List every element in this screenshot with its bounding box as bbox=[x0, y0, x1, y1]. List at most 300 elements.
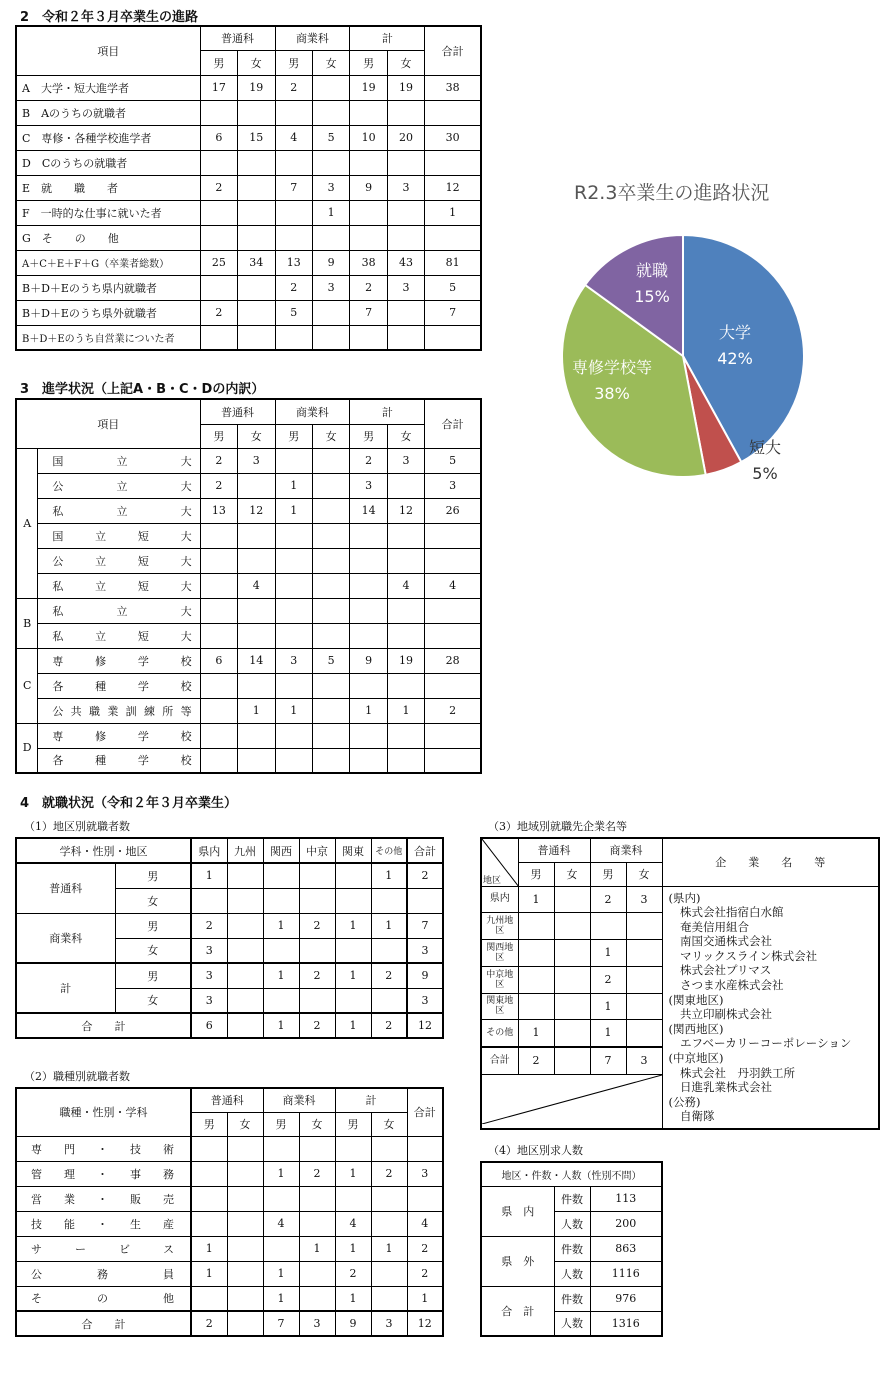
row-label: G そ の 他 bbox=[16, 225, 200, 250]
slice-label: 専修学校等 bbox=[571, 358, 653, 377]
value-cell bbox=[626, 1020, 662, 1047]
value-cell: 1 bbox=[191, 1261, 227, 1286]
value-cell bbox=[275, 723, 312, 748]
value-cell: 3 bbox=[312, 275, 349, 300]
value-cell bbox=[350, 523, 387, 548]
value-cell: 1 bbox=[263, 913, 299, 938]
value-cell bbox=[299, 1211, 335, 1236]
value-cell: 25 bbox=[200, 250, 237, 275]
value-cell bbox=[335, 988, 371, 1013]
region-group: 合 計 bbox=[481, 1286, 554, 1336]
value-cell bbox=[227, 913, 263, 938]
value-cell: 200 bbox=[590, 1211, 662, 1236]
value-cell: 14 bbox=[238, 648, 275, 673]
value-cell: 2 bbox=[350, 275, 387, 300]
value-cell bbox=[425, 100, 481, 125]
header-company: 企 業 名 等 bbox=[662, 838, 879, 886]
value-cell bbox=[200, 325, 237, 350]
row-label: A＋C＋E＋F＋G（卒業者総数） bbox=[16, 250, 200, 275]
value-cell bbox=[238, 225, 275, 250]
slice-label: 大学 bbox=[718, 323, 752, 342]
value-cell bbox=[387, 150, 424, 175]
value-cell bbox=[200, 200, 237, 225]
region-label: その他 bbox=[481, 1020, 518, 1047]
value-cell bbox=[227, 1311, 263, 1336]
header-female: 女 bbox=[387, 50, 424, 75]
value-cell bbox=[387, 548, 424, 573]
value-cell bbox=[554, 966, 590, 993]
value-cell: 1 bbox=[335, 963, 371, 988]
value-cell bbox=[227, 888, 263, 913]
value-cell: 3 bbox=[275, 648, 312, 673]
value-cell bbox=[200, 623, 237, 648]
value-cell: 9 bbox=[350, 648, 387, 673]
header-region: 合計 bbox=[407, 838, 443, 863]
header-region: 県内 bbox=[191, 838, 227, 863]
diagonal-line bbox=[482, 839, 518, 886]
value-cell bbox=[227, 1211, 263, 1236]
company-table bbox=[480, 837, 880, 1130]
value-cell bbox=[227, 938, 263, 963]
header-female: 女 bbox=[238, 424, 275, 448]
value-cell bbox=[275, 548, 312, 573]
value-cell: 4 bbox=[425, 573, 481, 598]
value-cell bbox=[227, 863, 263, 888]
value-cell: 2 bbox=[200, 448, 237, 473]
row-label: B＋D＋Eのうち県外就職者 bbox=[16, 300, 200, 325]
company-name: 南国交通株式会社 bbox=[668, 934, 772, 949]
row-label: その他 bbox=[16, 1286, 191, 1311]
value-cell bbox=[425, 723, 481, 748]
value-cell bbox=[312, 75, 349, 100]
header-shogyoka: 商業科 bbox=[590, 838, 662, 862]
value-cell bbox=[387, 748, 424, 773]
value-cell bbox=[425, 623, 481, 648]
value-cell: 19 bbox=[387, 75, 424, 100]
value-cell bbox=[371, 938, 407, 963]
header-futsuka: 普通科 bbox=[191, 1088, 263, 1112]
value-cell bbox=[335, 1136, 371, 1161]
company-name: 株式会社プリマス bbox=[668, 963, 772, 978]
total-cell: 2 bbox=[299, 1013, 335, 1038]
company-name: (関西地区) bbox=[668, 1021, 724, 1036]
value-cell bbox=[227, 963, 263, 988]
row-label: 私立大 bbox=[38, 498, 200, 523]
value-cell bbox=[312, 448, 349, 473]
value-cell bbox=[387, 300, 424, 325]
value-cell: 13 bbox=[200, 498, 237, 523]
value-cell: 1 bbox=[263, 1261, 299, 1286]
value-cell: 5 bbox=[275, 300, 312, 325]
value-cell: 20 bbox=[387, 125, 424, 150]
sex-label: 女 bbox=[115, 938, 191, 963]
value-cell bbox=[299, 1186, 335, 1211]
value-cell bbox=[312, 623, 349, 648]
value-cell bbox=[518, 993, 554, 1020]
table4-title: （4）地区別求人数 bbox=[488, 1144, 583, 1157]
row-label: B Aのうちの就職者 bbox=[16, 100, 200, 125]
value-cell bbox=[200, 748, 237, 773]
header-male: 男 bbox=[275, 424, 312, 448]
value-cell bbox=[227, 1286, 263, 1311]
value-cell bbox=[312, 723, 349, 748]
value-cell bbox=[387, 325, 424, 350]
value-cell: 12 bbox=[425, 175, 481, 200]
header-male: 男 bbox=[200, 424, 237, 448]
row-label: 各種学校 bbox=[38, 673, 200, 698]
value-cell bbox=[200, 598, 237, 623]
value-cell bbox=[425, 523, 481, 548]
header-region: その他 bbox=[371, 838, 407, 863]
total-cell: 1 bbox=[335, 1013, 371, 1038]
value-cell: 34 bbox=[238, 250, 275, 275]
region-label: 合計 bbox=[481, 1047, 518, 1075]
value-cell bbox=[275, 325, 312, 350]
value-cell bbox=[626, 993, 662, 1020]
value-cell bbox=[191, 888, 227, 913]
group-label: 計 bbox=[16, 963, 115, 1013]
row-label: 専門・技術 bbox=[16, 1136, 191, 1161]
value-cell: 9 bbox=[312, 250, 349, 275]
value-cell: 5 bbox=[312, 648, 349, 673]
value-cell bbox=[371, 1136, 407, 1161]
value-cell bbox=[299, 1261, 335, 1286]
total-cell: 6 bbox=[191, 1013, 227, 1038]
header-male: 男 bbox=[590, 862, 626, 886]
value-cell: 9 bbox=[407, 963, 443, 988]
value-cell bbox=[238, 300, 275, 325]
value-cell bbox=[263, 1186, 299, 1211]
section4-heading: 4 就職状況（令和２年３月卒業生） bbox=[20, 796, 238, 811]
value-cell: 3 bbox=[626, 886, 662, 913]
value-cell bbox=[200, 225, 237, 250]
value-cell: 6 bbox=[200, 648, 237, 673]
value-cell: 43 bbox=[387, 250, 424, 275]
category-cell: C bbox=[16, 648, 38, 723]
value-cell bbox=[312, 523, 349, 548]
sex-label: 男 bbox=[115, 963, 191, 988]
value-cell bbox=[227, 988, 263, 1013]
value-cell bbox=[554, 940, 590, 967]
row-label: 私立短大 bbox=[38, 623, 200, 648]
value-cell: 2 bbox=[299, 1161, 335, 1186]
value-cell: 1 bbox=[312, 200, 349, 225]
row-label: サービス bbox=[16, 1236, 191, 1261]
value-cell: 12 bbox=[387, 498, 424, 523]
blank-diagonal-cell bbox=[481, 1074, 662, 1129]
value-cell bbox=[200, 698, 237, 723]
value-cell: 5 bbox=[425, 275, 481, 300]
row-label: 各種学校 bbox=[38, 748, 200, 773]
value-cell bbox=[312, 300, 349, 325]
value-cell bbox=[200, 100, 237, 125]
value-cell bbox=[312, 225, 349, 250]
row-label: 公立大 bbox=[38, 473, 200, 498]
value-cell bbox=[263, 938, 299, 963]
value-cell: 2 bbox=[371, 963, 407, 988]
header-futsuka: 普通科 bbox=[518, 838, 590, 862]
value-cell: 26 bbox=[425, 498, 481, 523]
value-cell bbox=[312, 100, 349, 125]
value-cell bbox=[371, 1286, 407, 1311]
value-cell: 3 bbox=[191, 963, 227, 988]
value-cell bbox=[299, 1136, 335, 1161]
value-cell: 3 bbox=[425, 473, 481, 498]
sex-label: 女 bbox=[115, 888, 191, 913]
value-cell: 19 bbox=[238, 75, 275, 100]
header-total: 合計 bbox=[425, 26, 481, 75]
header-region: 九州 bbox=[227, 838, 263, 863]
region-label: 九州地区 bbox=[481, 913, 518, 940]
sex-label: 男 bbox=[115, 913, 191, 938]
header-shogyoka: 商業科 bbox=[275, 26, 350, 50]
value-cell: 1 bbox=[263, 963, 299, 988]
header-kei: 計 bbox=[350, 26, 425, 50]
value-cell: 3 bbox=[387, 275, 424, 300]
header-chiku-label: 地区 bbox=[483, 875, 502, 886]
value-cell bbox=[518, 940, 554, 967]
value-cell: 6 bbox=[200, 125, 237, 150]
company-name: (公務) bbox=[668, 1094, 701, 1109]
graduate-course-table bbox=[15, 25, 482, 351]
row-label: 公共職業訓練所等 bbox=[38, 698, 200, 723]
value-cell: 4 bbox=[407, 1211, 443, 1236]
value-cell: 10 bbox=[350, 125, 387, 150]
value-cell: 38 bbox=[425, 75, 481, 100]
value-cell: 2 bbox=[335, 1261, 371, 1286]
value-cell: 2 bbox=[275, 75, 312, 100]
header-male: 男 bbox=[335, 1112, 371, 1136]
value-cell: 1 bbox=[238, 698, 275, 723]
value-cell: 12 bbox=[238, 498, 275, 523]
value-cell bbox=[275, 748, 312, 773]
value-cell bbox=[350, 225, 387, 250]
value-cell: 1 bbox=[335, 1161, 371, 1186]
company-name: エフベーカリーコーポレーション bbox=[668, 1036, 852, 1051]
value-cell: 2 bbox=[425, 698, 481, 723]
value-cell: 1 bbox=[590, 940, 626, 967]
value-cell: 7 bbox=[263, 1311, 299, 1336]
value-cell bbox=[275, 200, 312, 225]
value-cell bbox=[191, 1211, 227, 1236]
value-cell bbox=[200, 723, 237, 748]
value-cell bbox=[554, 1020, 590, 1047]
value-cell bbox=[350, 150, 387, 175]
value-cell: 1 bbox=[387, 698, 424, 723]
sex-label: 男 bbox=[115, 863, 191, 888]
value-cell: 7 bbox=[407, 913, 443, 938]
value-cell: 7 bbox=[425, 300, 481, 325]
value-cell: 976 bbox=[590, 1286, 662, 1311]
company-name: 日進乳業株式会社 bbox=[668, 1080, 772, 1095]
value-cell: 30 bbox=[425, 125, 481, 150]
value-cell: 1 bbox=[263, 1161, 299, 1186]
value-cell: 1 bbox=[263, 1286, 299, 1311]
value-cell: 13 bbox=[275, 250, 312, 275]
value-cell bbox=[238, 523, 275, 548]
value-cell bbox=[275, 100, 312, 125]
value-cell bbox=[312, 325, 349, 350]
row-label: 専修学校 bbox=[38, 648, 200, 673]
value-cell: 28 bbox=[425, 648, 481, 673]
value-cell: 7 bbox=[590, 1047, 626, 1075]
value-cell bbox=[626, 913, 662, 940]
value-cell: 2 bbox=[590, 966, 626, 993]
value-cell: 4 bbox=[263, 1211, 299, 1236]
value-cell bbox=[554, 913, 590, 940]
header-female: 女 bbox=[299, 1112, 335, 1136]
value-cell bbox=[350, 100, 387, 125]
value-cell bbox=[275, 448, 312, 473]
value-cell bbox=[425, 325, 481, 350]
total-label: 合 計 bbox=[16, 1013, 191, 1038]
value-cell bbox=[312, 698, 349, 723]
value-cell bbox=[200, 523, 237, 548]
value-cell: 3 bbox=[407, 938, 443, 963]
chart-title: R2.3卒業生の進路状況 bbox=[574, 182, 770, 204]
value-cell bbox=[312, 548, 349, 573]
region-label: 中京地区 bbox=[481, 966, 518, 993]
value-cell bbox=[407, 1186, 443, 1211]
value-cell: 1 bbox=[371, 863, 407, 888]
value-cell: 1 bbox=[407, 1286, 443, 1311]
value-cell bbox=[238, 175, 275, 200]
value-cell bbox=[191, 1186, 227, 1211]
value-cell: 3 bbox=[387, 175, 424, 200]
value-cell bbox=[335, 1186, 371, 1211]
value-cell bbox=[263, 988, 299, 1013]
header-female: 女 bbox=[626, 862, 662, 886]
group-label: 普通科 bbox=[16, 863, 115, 913]
value-cell: 863 bbox=[590, 1236, 662, 1261]
row-label: A 大学・短大進学者 bbox=[16, 75, 200, 100]
value-cell bbox=[425, 598, 481, 623]
value-cell: 3 bbox=[626, 1047, 662, 1075]
value-cell: 1 bbox=[518, 1020, 554, 1047]
value-cell bbox=[387, 598, 424, 623]
value-cell bbox=[238, 598, 275, 623]
kind-label: 件数 bbox=[554, 1186, 590, 1211]
value-cell bbox=[387, 523, 424, 548]
value-cell bbox=[590, 913, 626, 940]
slice-percent: 42% bbox=[717, 349, 753, 368]
value-cell bbox=[263, 1136, 299, 1161]
value-cell: 1 bbox=[350, 698, 387, 723]
row-label: 公務員 bbox=[16, 1261, 191, 1286]
company-name: 自衛隊 bbox=[668, 1109, 715, 1124]
value-cell: 14 bbox=[350, 498, 387, 523]
company-name: 奄美信用組合 bbox=[668, 919, 749, 934]
value-cell bbox=[425, 225, 481, 250]
row-label: B＋D＋Eのうち自営業についた者 bbox=[16, 325, 200, 350]
value-cell: 1 bbox=[275, 698, 312, 723]
value-cell bbox=[387, 225, 424, 250]
value-cell: 1 bbox=[518, 886, 554, 913]
value-cell: 3 bbox=[407, 1161, 443, 1186]
advancement-table bbox=[15, 398, 482, 774]
company-name: (県内) bbox=[668, 890, 701, 905]
header-female: 女 bbox=[312, 50, 349, 75]
group-label: 商業科 bbox=[16, 913, 115, 963]
pie-chart bbox=[540, 220, 840, 520]
value-cell bbox=[238, 325, 275, 350]
value-cell bbox=[238, 548, 275, 573]
value-cell bbox=[387, 200, 424, 225]
value-cell bbox=[335, 888, 371, 913]
row-label: 管理・事務 bbox=[16, 1161, 191, 1186]
value-cell: 12 bbox=[407, 1311, 443, 1336]
value-cell bbox=[200, 573, 237, 598]
value-cell: 3 bbox=[387, 448, 424, 473]
header-total: 合計 bbox=[425, 399, 481, 448]
header-job-offer: 地区・件数・人数（性別不問） bbox=[481, 1162, 662, 1186]
value-cell bbox=[371, 1186, 407, 1211]
value-cell bbox=[518, 966, 554, 993]
value-cell bbox=[238, 723, 275, 748]
value-cell: 1 bbox=[191, 1236, 227, 1261]
header-female: 女 bbox=[312, 424, 349, 448]
slice-percent: 15% bbox=[634, 287, 670, 306]
value-cell bbox=[299, 888, 335, 913]
value-cell bbox=[387, 623, 424, 648]
value-cell bbox=[200, 150, 237, 175]
company-list bbox=[662, 886, 879, 1129]
value-cell bbox=[238, 150, 275, 175]
value-cell: 4 bbox=[387, 573, 424, 598]
value-cell bbox=[335, 938, 371, 963]
header-male: 男 bbox=[275, 50, 312, 75]
category-cell: D bbox=[16, 723, 38, 773]
header-item: 項目 bbox=[16, 399, 200, 448]
value-cell: 2 bbox=[200, 300, 237, 325]
total-cell bbox=[227, 1013, 263, 1038]
row-label: 公立短大 bbox=[38, 548, 200, 573]
value-cell: 2 bbox=[191, 913, 227, 938]
value-cell: 2 bbox=[200, 473, 237, 498]
value-cell bbox=[387, 473, 424, 498]
kind-label: 人数 bbox=[554, 1261, 590, 1286]
value-cell: 2 bbox=[590, 886, 626, 913]
value-cell: 1 bbox=[275, 498, 312, 523]
row-label: B＋D＋Eのうち県内就職者 bbox=[16, 275, 200, 300]
header-total: 合計 bbox=[407, 1088, 443, 1136]
total-cell: 12 bbox=[407, 1013, 443, 1038]
value-cell bbox=[227, 1136, 263, 1161]
row-label: 専修学校 bbox=[38, 723, 200, 748]
kind-label: 人数 bbox=[554, 1211, 590, 1236]
value-cell: 1 bbox=[335, 1286, 371, 1311]
value-cell: 1316 bbox=[590, 1311, 662, 1336]
category-cell: A bbox=[16, 448, 38, 598]
value-cell bbox=[275, 150, 312, 175]
job-offer-table bbox=[480, 1161, 663, 1337]
value-cell bbox=[312, 573, 349, 598]
row-label: 私立短大 bbox=[38, 573, 200, 598]
sex-label: 女 bbox=[115, 988, 191, 1013]
header-kei: 計 bbox=[335, 1088, 407, 1112]
value-cell bbox=[425, 150, 481, 175]
header-region: 関西 bbox=[263, 838, 299, 863]
value-cell bbox=[263, 888, 299, 913]
value-cell bbox=[312, 748, 349, 773]
value-cell bbox=[299, 1286, 335, 1311]
header-region: 中京 bbox=[299, 838, 335, 863]
slice-percent: 5% bbox=[752, 464, 778, 483]
row-label: F 一時的な仕事に就いた者 bbox=[16, 200, 200, 225]
row-label: 営業・販売 bbox=[16, 1186, 191, 1211]
header-shogyoka: 商業科 bbox=[263, 1088, 335, 1112]
value-cell: 4 bbox=[335, 1211, 371, 1236]
